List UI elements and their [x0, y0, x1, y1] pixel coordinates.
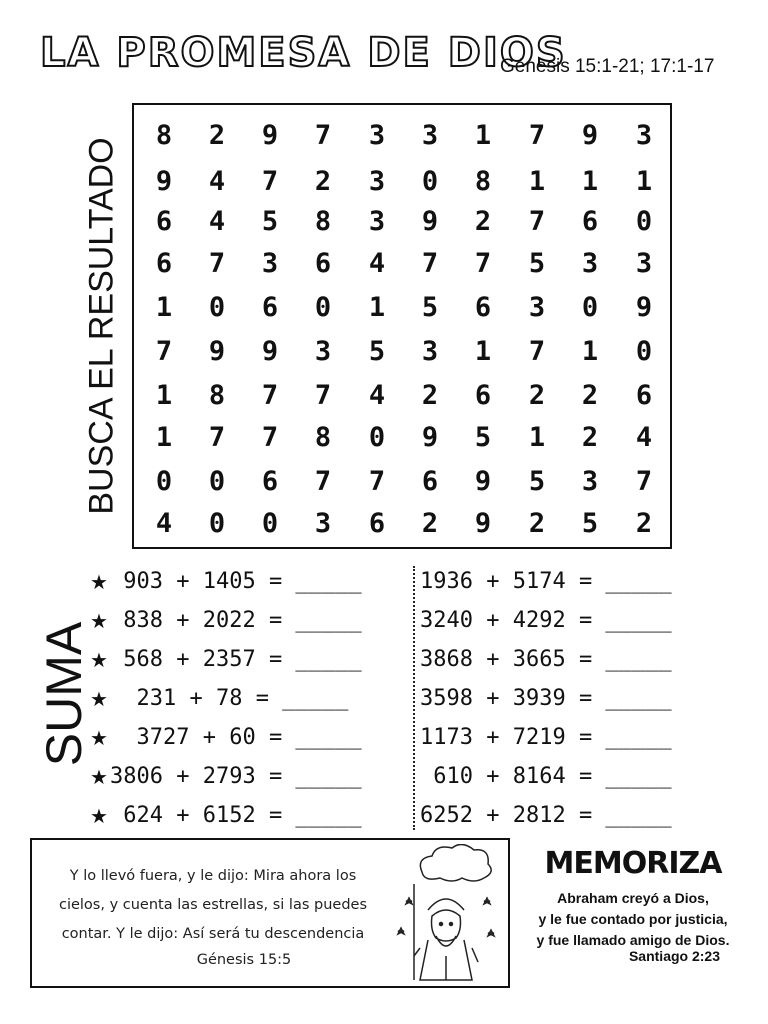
sum-row	[88, 679, 406, 718]
grid-cell: 9	[155, 165, 173, 197]
grid-cell: 7	[208, 421, 226, 453]
grid-cell: 8	[314, 205, 332, 237]
grid-cell: 2	[635, 507, 653, 539]
sum-expression: 3598 + 3939 = _____	[420, 686, 672, 711]
grid-cell: 1	[581, 165, 599, 197]
grid-cell: 4	[368, 247, 386, 279]
sum-column-right	[420, 562, 720, 835]
grid-cell: 3	[261, 247, 279, 279]
grid-cell: 5	[474, 421, 492, 453]
sum-row	[420, 757, 720, 796]
memorize-line: y le fue contado por justicia,	[538, 911, 728, 927]
grid-cell: 6	[155, 247, 173, 279]
sum-expression: 3806 + 2793 = _____	[110, 764, 362, 789]
grid-cell: 9	[261, 335, 279, 367]
grid-cell: 8	[208, 379, 226, 411]
grid-cell: 9	[474, 507, 492, 539]
grid-cell: 2	[528, 379, 546, 411]
grid-cell: 6	[421, 465, 439, 497]
star-icon: ★	[90, 569, 108, 594]
grid-cell: 4	[635, 421, 653, 453]
sum-expression: 838 + 2022 = _____	[110, 608, 362, 633]
grid-cell: 7	[155, 335, 173, 367]
grid-cell: 6	[474, 291, 492, 323]
grid-cell: 6	[155, 205, 173, 237]
grid-cell: 7	[368, 465, 386, 497]
grid-cell: 3	[635, 247, 653, 279]
grid-cell: 4	[208, 165, 226, 197]
sum-row	[420, 640, 720, 679]
memorize-line: y fue llamado amigo de Dios.	[536, 932, 730, 948]
grid-cell: 0	[314, 291, 332, 323]
grid-cell: 5	[528, 465, 546, 497]
grid-cell: 3	[421, 119, 439, 151]
grid-cell: 5	[421, 291, 439, 323]
verse-text	[44, 862, 382, 949]
verse-box	[30, 838, 510, 988]
grid-cell: 8	[474, 165, 492, 197]
star-icon: ★	[90, 803, 108, 828]
grid-cell: 1	[528, 165, 546, 197]
sum-expression: 568 + 2357 = _____	[110, 647, 362, 672]
grid-cell: 1	[528, 421, 546, 453]
grid-cell: 1	[155, 291, 173, 323]
grid-cell: 9	[421, 205, 439, 237]
grid-cell: 0	[261, 507, 279, 539]
abraham-illustration	[392, 844, 504, 984]
grid-cell: 9	[474, 465, 492, 497]
memorize-reference: Santiago 2:23	[628, 948, 720, 964]
grid-cell: 6	[581, 205, 599, 237]
sum-expression: 231 + 78 = _____	[110, 686, 349, 711]
grid-cell: 1	[474, 335, 492, 367]
sum-label: SUMA	[36, 621, 92, 767]
sum-expression: 624 + 6152 = _____	[110, 803, 362, 828]
star-icon: ★	[90, 764, 108, 789]
sum-row	[420, 796, 720, 835]
grid-cell: 6	[261, 291, 279, 323]
sum-row	[420, 601, 720, 640]
grid-cell: 4	[368, 379, 386, 411]
grid-cell: 7	[314, 119, 332, 151]
verse-line: contar. Y le dijo: Así será tu descendencia	[61, 926, 365, 942]
grid-cell: 0	[208, 465, 226, 497]
grid-cell: 2	[528, 507, 546, 539]
sum-row	[88, 562, 406, 601]
grid-cell: 7	[314, 379, 332, 411]
sum-expression: 3868 + 3665 = _____	[420, 647, 672, 672]
sum-row	[88, 796, 406, 835]
grid-cell: 7	[528, 119, 546, 151]
grid-cell: 6	[635, 379, 653, 411]
grid-cell: 0	[208, 291, 226, 323]
grid-cell: 6	[474, 379, 492, 411]
search-label: BUSCA EL RESULTADO	[82, 137, 121, 515]
grid-cell: 8	[314, 421, 332, 453]
star-icon: ★	[90, 608, 108, 633]
grid-cell: 4	[208, 205, 226, 237]
star-icon: ★	[90, 686, 108, 711]
grid-cell: 1	[155, 379, 173, 411]
verse-reference: Génesis 15:5	[196, 952, 292, 968]
grid-cell: 7	[528, 205, 546, 237]
sum-expression: 3727 + 60 = _____	[110, 725, 362, 750]
grid-cell: 2	[421, 379, 439, 411]
grid-cell: 0	[208, 507, 226, 539]
page-title: LA PROMESA DE DIOS	[40, 30, 567, 76]
grid-cell: 7	[314, 465, 332, 497]
grid-cells	[134, 105, 670, 547]
grid-cell: 1	[474, 119, 492, 151]
grid-cell: 7	[208, 247, 226, 279]
memorize-title: MEMORIZA	[544, 846, 722, 881]
sum-row	[420, 679, 720, 718]
verse-line: cielos, y cuenta las estrellas, si las puedes	[58, 897, 368, 913]
sum-row	[88, 601, 406, 640]
star-icon: ★	[90, 647, 108, 672]
title-reference: Génesis 15:1-21; 17:1-17	[500, 56, 715, 77]
grid-cell: 9	[261, 119, 279, 151]
grid-cell: 0	[581, 291, 599, 323]
grid-cell: 1	[368, 291, 386, 323]
sum-row	[420, 718, 720, 757]
star-icon: ★	[90, 725, 108, 750]
sum-expression: 903 + 1405 = _____	[110, 569, 362, 594]
grid-cell: 3	[368, 165, 386, 197]
grid-cell: 1	[581, 335, 599, 367]
grid-cell: 5	[368, 335, 386, 367]
grid-cell: 6	[261, 465, 279, 497]
grid-cell: 3	[314, 335, 332, 367]
verse-line: Y lo llevó fuera, y le dijo: Mira ahora los	[69, 868, 357, 884]
grid-cell: 7	[261, 165, 279, 197]
sum-expression: 1173 + 7219 = _____	[420, 725, 672, 750]
grid-cell: 2	[474, 205, 492, 237]
sum-row	[88, 757, 406, 796]
grid-cell: 7	[261, 421, 279, 453]
grid-cell: 0	[421, 165, 439, 197]
grid-cell: 9	[208, 335, 226, 367]
grid-cell: 3	[368, 119, 386, 151]
grid-cell: 3	[581, 247, 599, 279]
grid-cell: 0	[155, 465, 173, 497]
grid-cell: 1	[155, 421, 173, 453]
sum-row	[88, 640, 406, 679]
sum-expression: 610 + 8164 = _____	[420, 764, 672, 789]
grid-cell: 9	[635, 291, 653, 323]
grid-cell: 0	[368, 421, 386, 453]
grid-cell: 2	[208, 119, 226, 151]
grid-cell: 7	[421, 247, 439, 279]
grid-cell: 7	[635, 465, 653, 497]
sum-column-left	[88, 562, 406, 835]
sum-expression: 1936 + 5174 = _____	[420, 569, 672, 594]
grid-cell: 6	[368, 507, 386, 539]
sum-expression: 6252 + 2812 = _____	[420, 803, 672, 828]
grid-cell: 2	[581, 379, 599, 411]
sum-row	[420, 562, 720, 601]
grid-cell: 3	[368, 205, 386, 237]
grid-cell: 2	[581, 421, 599, 453]
grid-cell: 3	[581, 465, 599, 497]
sum-expression: 3240 + 4292 = _____	[420, 608, 672, 633]
memorize-line: Abraham creyó a Dios,	[557, 890, 709, 906]
grid-cell: 2	[314, 165, 332, 197]
grid-cell: 9	[581, 119, 599, 151]
grid-cell: 2	[421, 507, 439, 539]
grid-cell: 3	[314, 507, 332, 539]
grid-cell: 5	[528, 247, 546, 279]
grid-cell: 0	[635, 335, 653, 367]
grid-cell: 5	[261, 205, 279, 237]
grid-cell: 8	[155, 119, 173, 151]
grid-cell: 4	[155, 507, 173, 539]
grid-cell: 3	[528, 291, 546, 323]
number-search-grid	[132, 103, 672, 549]
grid-cell: 3	[635, 119, 653, 151]
grid-cell: 0	[635, 205, 653, 237]
memorize-verse	[510, 888, 756, 951]
sum-row	[88, 718, 406, 757]
sum-column-divider	[413, 566, 415, 830]
grid-cell: 7	[261, 379, 279, 411]
grid-cell: 3	[421, 335, 439, 367]
grid-cell: 7	[528, 335, 546, 367]
grid-cell: 6	[314, 247, 332, 279]
grid-cell: 9	[421, 421, 439, 453]
grid-cell: 7	[474, 247, 492, 279]
grid-cell: 1	[635, 165, 653, 197]
grid-cell: 5	[581, 507, 599, 539]
